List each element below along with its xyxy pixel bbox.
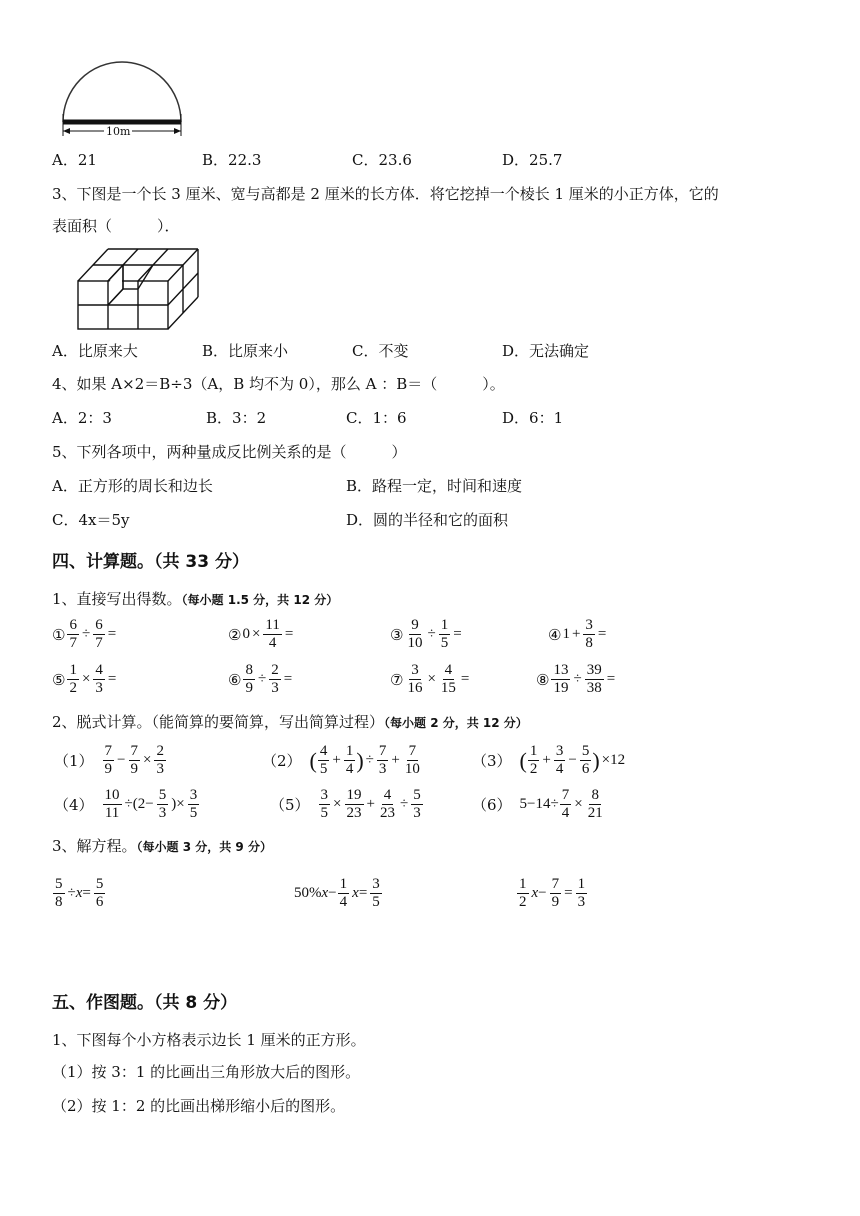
q3-text-line2: 表面积（ ）．	[52, 217, 180, 235]
fraction: $\frac{4}{15}$	[440, 662, 456, 696]
expr-1: （1） $\frac{7}{9}$ − $\frac{7}{9}$ × $\frac{2}{3}$	[54, 743, 164, 777]
section4-title: 四、计算题。（共 33 分）	[52, 552, 249, 572]
s4-p1-text: 1、直接写出得数。	[52, 590, 182, 608]
equation-3: $\frac{1}{2}$ x− $\frac{7}{9}$ = $\frac{1}{3}$	[519, 876, 586, 910]
expr-6: （6） 5−14÷ $\frac{7}{4}$ × $\frac{8}{21}$	[472, 787, 603, 821]
expr-5: （5） $\frac{3}{5}$ × $\frac{19}{23}$ + $\frac{4}{23}$ ÷ $\frac{5}{3}$	[270, 787, 421, 821]
fraction: $\frac{3}{16}$	[407, 662, 423, 696]
q5-option-d: D．圆的半径和它的面积	[346, 511, 509, 529]
q4-option-d: D．6：1	[502, 409, 564, 427]
s5-line3: （2）按 1：2 的比画出梯形缩小后的图形。	[52, 1097, 346, 1115]
equation-2: 50%x− $\frac{1}{4}$ x= $\frac{3}{5}$	[294, 876, 380, 910]
fraction: $\frac{13}{19}$	[553, 662, 569, 696]
q4-option-a: A．2：3	[52, 409, 112, 427]
s5-line1: 1、下图每个小方格表示边长 1 厘米的正方形。	[52, 1031, 366, 1049]
s4-p3-note: （每小题 3 分，共 9 分）	[136, 840, 272, 854]
q2-option-c: C．23.6	[352, 151, 412, 169]
calc-item-6: ⑥ $\frac{8}{9}$ ÷ $\frac{2}{3}$ =	[228, 662, 293, 696]
q5-option-a: A．正方形的周长和边长	[52, 477, 213, 495]
calc-item-3: ③ $\frac{9}{10}$ ÷ $\frac{1}{5}$ =	[390, 617, 462, 651]
calc-item-1: ① $\frac{6}{7}$ ÷ $\frac{6}{7}$ =	[52, 617, 117, 651]
fraction: $\frac{8}{9}$	[245, 662, 253, 696]
fraction: $\frac{2}{3}$	[271, 662, 279, 696]
fraction: $\frac{9}{10}$	[407, 617, 423, 651]
q2-option-a: A．21	[52, 151, 97, 169]
calc-item-4: ④ 1 + $\frac{3}{8}$ =	[548, 617, 607, 651]
q3-option-d: D．无法确定	[502, 342, 590, 360]
q4-option-c: C．1：6	[346, 409, 407, 427]
fraction: $\frac{1}{5}$	[440, 617, 449, 651]
equation-1: $\frac{5}{8}$ ÷x= $\frac{5}{6}$	[55, 876, 104, 910]
calc-item-8: ⑧ $\frac{13}{19}$ ÷ $\frac{39}{38}$ =	[536, 662, 616, 696]
expr-3: （3） ( $\frac{1}{2}$ + $\frac{3}{4}$ − $\frac{5}{6}$ ) ×12	[472, 743, 626, 777]
q4-option-b: B．3：2	[206, 409, 267, 427]
q2-option-d: D．25.7	[502, 151, 563, 169]
q2-option-b: B．22.3	[202, 151, 262, 169]
q5-option-c: C．4x＝5y	[52, 511, 130, 529]
fraction: $\frac{39}{38}$	[586, 662, 602, 696]
q3-option-a: A．比原来大	[52, 342, 138, 360]
s5-line2: （1）按 3：1 的比画出三角形放大后的图形。	[52, 1063, 361, 1081]
fraction: $\frac{6}{7}$	[95, 617, 103, 651]
fraction: $\frac{6}{7}$	[69, 617, 77, 651]
fraction: $\frac{4}{3}$	[95, 662, 103, 696]
s4-p1-note: （每小题 1.5 分，共 12 分）	[181, 593, 339, 607]
expr-label: （1）	[54, 752, 94, 770]
expr-4: （4） $\frac{10}{11}$ ÷(2− $\frac{5}{3}$ )× $\frac{3}{5}$	[54, 787, 198, 821]
q5-text: 5、下列各项中，两种量成反比例关系的是（ ）	[52, 443, 407, 461]
s4-p2-note: （每小题 2 分，共 12 分）	[384, 716, 528, 730]
fraction: $\frac{11}{4}$	[265, 617, 280, 651]
calc-item-2: ② 0 × $\frac{11}{4}$ =	[228, 617, 294, 651]
q4-text: 4、如果 A×2＝B÷3（A，B 均不为 0），那么 A ：B＝（ ）。	[52, 375, 505, 393]
q3-text-line1: 3、下图是一个长 3 厘米、宽与高都是 2 厘米的长方体．将它挖掉一个棱长 1 厘米的小正方体，它的	[52, 185, 719, 203]
calc-item-7: ⑦ $\frac{3}{16}$ × $\frac{4}{15}$ =	[390, 662, 470, 696]
item-number: ①	[52, 625, 66, 644]
s4-p3-text: 3、解方程。	[52, 837, 137, 855]
diameter-label: 10m	[106, 125, 131, 138]
expr-2: （2） ( $\frac{4}{5}$ + $\frac{1}{4}$ ) ÷ $\frac{7}{3}$ + $\frac{7}{10}$	[262, 743, 420, 777]
q3-option-c: C．不变	[352, 342, 409, 360]
s4-p2-text: 2、脱式计算。（能简算的要简算，写出简算过程）	[52, 713, 385, 731]
s4-p2-label	[52, 712, 528, 733]
calc-item-5: ⑤ $\frac{1}{2}$ × $\frac{4}{3}$ =	[52, 662, 117, 696]
s4-p3-label	[52, 836, 272, 857]
cuboid-figure	[75, 243, 200, 331]
fraction: $\frac{1}{2}$	[69, 662, 77, 696]
fraction: $\frac{3}{8}$	[585, 617, 593, 651]
s4-p1-label	[52, 589, 338, 610]
q3-option-b: B．比原来小	[202, 342, 289, 360]
q5-option-b: B．路程一定，时间和速度	[346, 477, 523, 495]
section5-title: 五、作图题。（共 8 分）	[52, 993, 238, 1013]
